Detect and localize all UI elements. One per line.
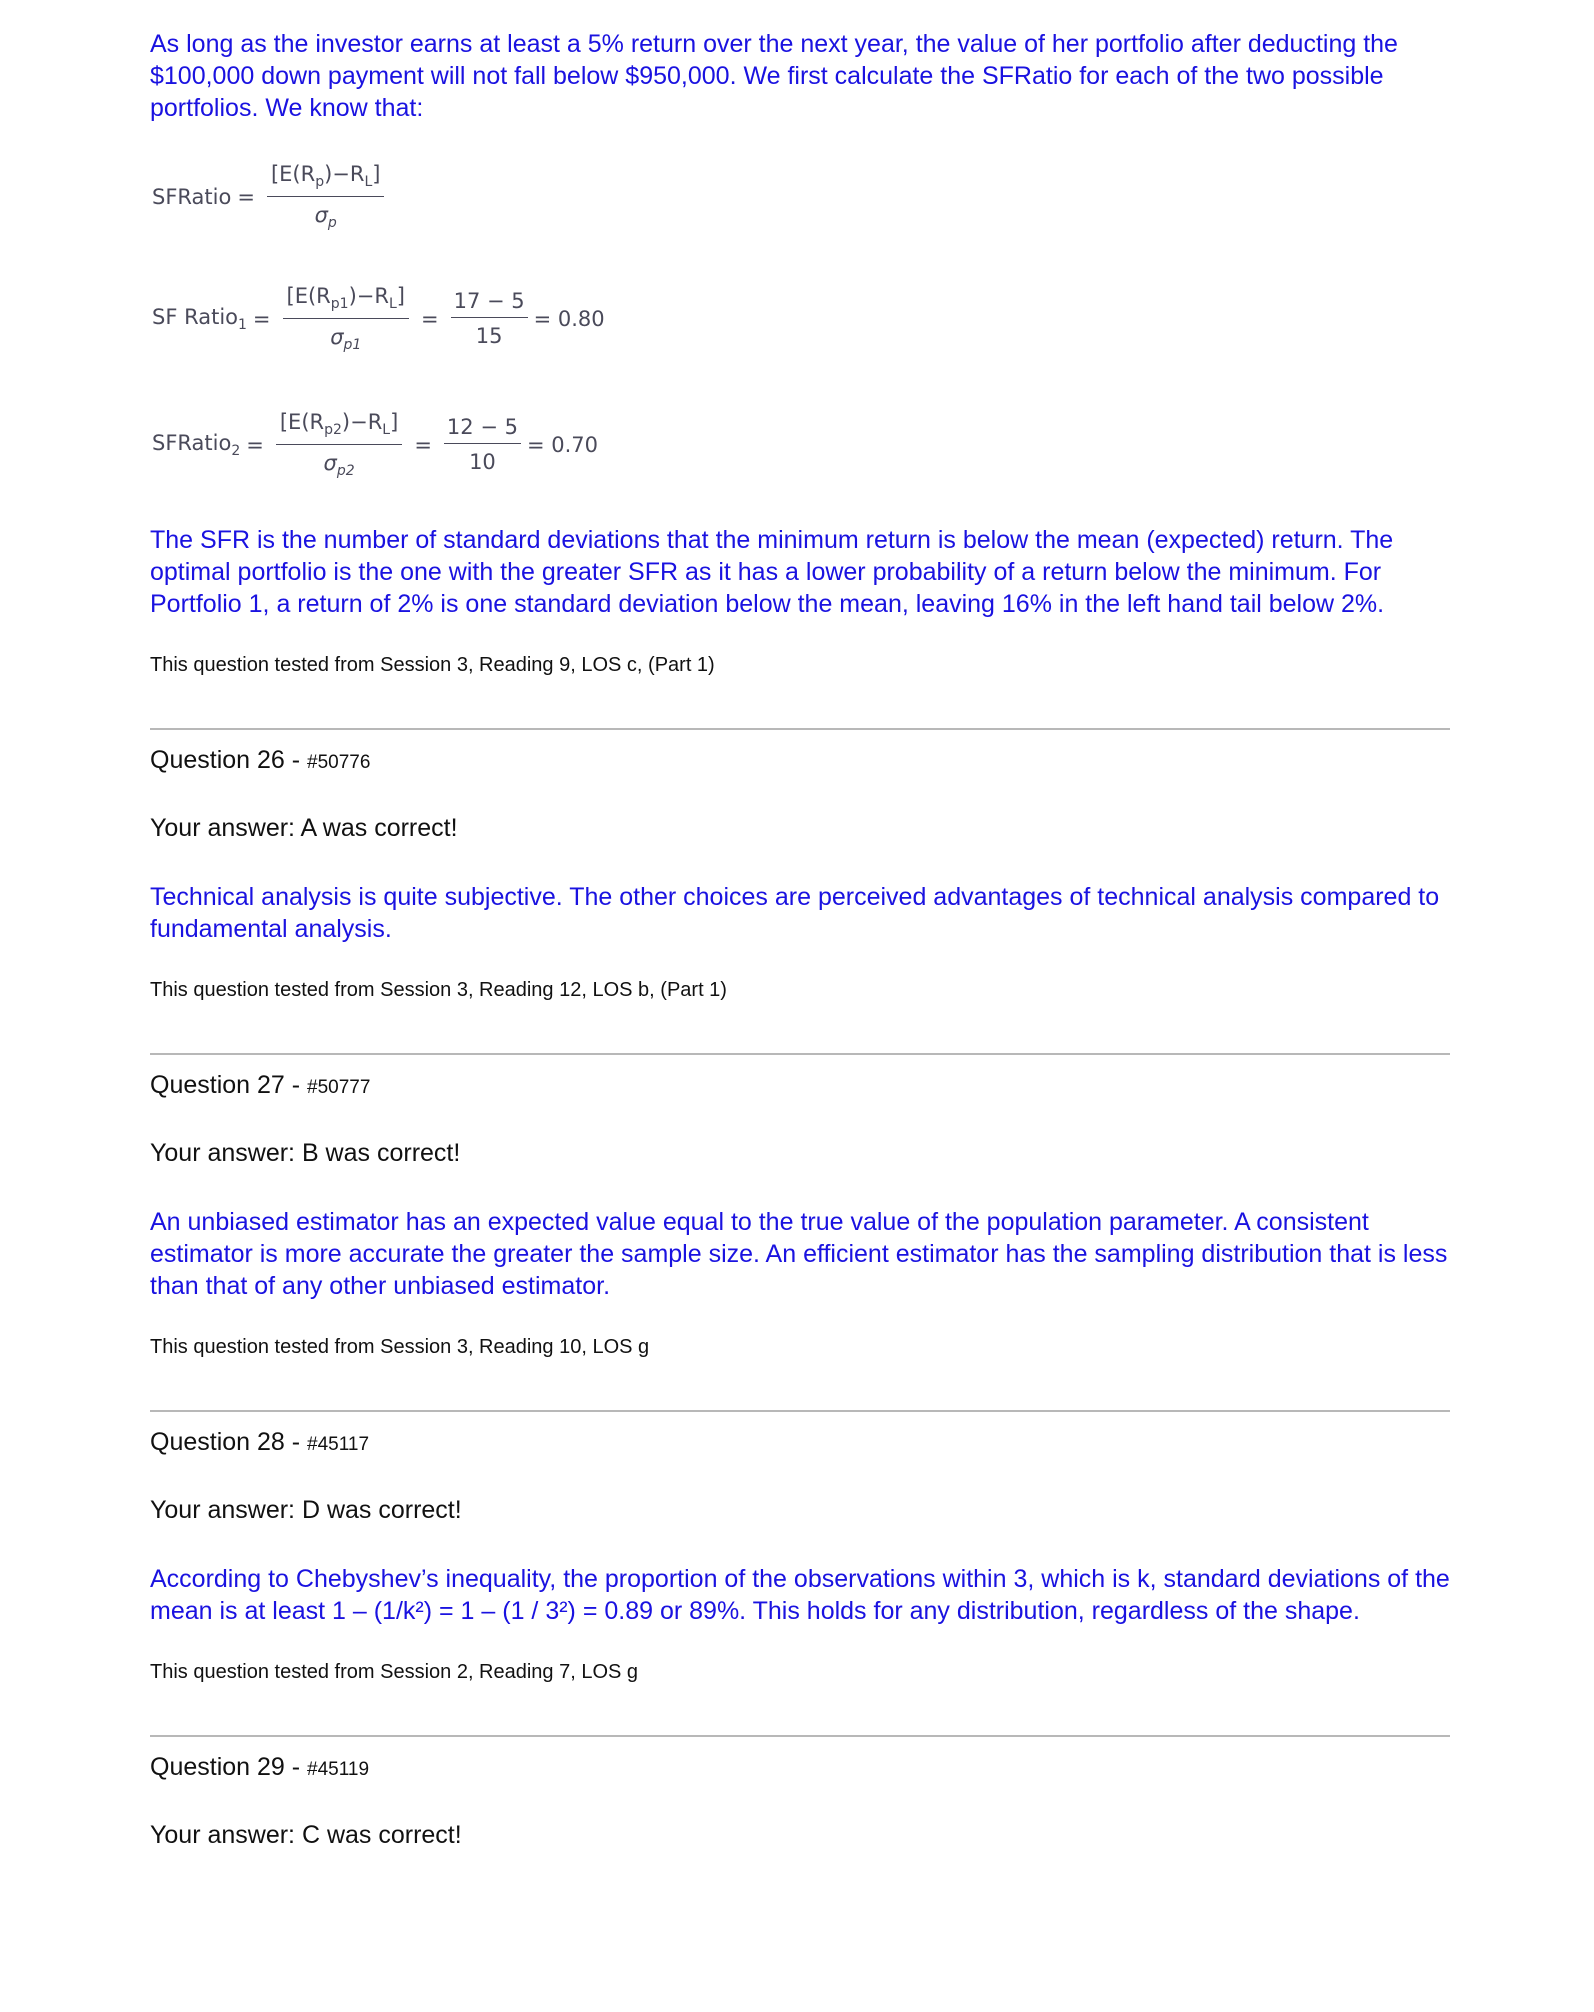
question-id: #50776	[307, 752, 371, 773]
formula-portfolio-1: SF Ratio$_1$ = $\frac{[E(R_{p1})-R_L]}{\sigma_{p1}}$ = $\frac{17 - 5}{15}$ = 0.80	[152, 284, 605, 353]
document-content	[150, 28, 1450, 1851]
tested-from: This question tested from Session 3, Reading 12, LOS b, (Part 1)	[150, 979, 727, 1001]
question-heading: Question 29 - #45119	[150, 1753, 370, 1781]
question-27	[150, 1069, 1450, 1360]
question-id: #50777	[307, 1077, 371, 1098]
answer-result: Your answer: C was correct!	[150, 1821, 462, 1849]
formula-lhs: SF Ratio$_1$	[152, 304, 247, 333]
answer-explanation: According to Chebyshev’s inequality, the proportion of the observations within 3, which is k, standard deviations of the mean is at least 1 – (1/k²) = 1 – (1 / 3²) = 0.89 or 89%. This holds for any distribution, regardless of the shape.	[150, 1565, 1450, 1625]
formula-result: = 0.80	[533, 306, 605, 331]
section-divider	[150, 1053, 1450, 1055]
question-id: #45117	[307, 1434, 370, 1455]
question-heading: Question 28 - #45117	[150, 1428, 370, 1456]
answer-result: Your answer: A was correct!	[150, 814, 458, 842]
sfratio-formulas	[150, 124, 1450, 524]
question-id: #45119	[307, 1759, 370, 1780]
formula-lhs: SFRatio$_2$	[152, 430, 241, 459]
question-heading: Question 27 - #50777	[150, 1071, 371, 1099]
question-28	[150, 1426, 1450, 1685]
formula-fraction: $\frac{[E(R_p)-R_L]}{\sigma_p}$	[267, 162, 385, 231]
formula-fraction: $\frac{[E(R_{p1})-R_L]}{\sigma_{p1}}$	[283, 284, 409, 353]
section-divider	[150, 1410, 1450, 1412]
formula-value-fraction: $\frac{12 - 5}{10}$	[444, 415, 521, 474]
tested-from: This question tested from Session 2, Reading 7, LOS g	[150, 1661, 639, 1683]
tested-from: This question tested from Session 3, Reading 9, LOS c, (Part 1)	[150, 654, 715, 676]
sfr-explanation: The SFR is the number of standard deviations that the minimum return is below the mean (expected) return. The optimal portfolio is the one with the greater SFR as it has a lower probability of a return below the minimum. For Portfolio 1, a return of 2% is one standard deviation below the mean, leaving 16% in the left hand tail below 2%.	[150, 526, 1394, 618]
intro-paragraph: As long as the investor earns at least a 5% return over the next year, the value of her portfolio after deducting the $100,000 down payment will not fall below $950,000. We first calculate the SFRatio for each of the two possible portfolios. We know that:	[150, 30, 1398, 122]
formula-fraction: $\frac{[E(R_{p2})-R_L]}{\sigma_{p2}}$	[276, 410, 402, 479]
formula-general: SFRatio = $\frac{[E(R_p)-R_L]}{\sigma_p}$	[152, 162, 390, 231]
tested-from: This question tested from Session 3, Reading 10, LOS g	[150, 1336, 650, 1358]
section-divider	[150, 728, 1450, 730]
question-29	[150, 1751, 1450, 1851]
answer-result: Your answer: D was correct!	[150, 1496, 462, 1524]
question-heading: Question 26 - #50776	[150, 746, 371, 774]
section-divider	[150, 1735, 1450, 1737]
question-26	[150, 744, 1450, 1003]
answer-result: Your answer: B was correct!	[150, 1139, 461, 1167]
formula-value-fraction: $\frac{17 - 5}{15}$	[451, 289, 528, 348]
formula-portfolio-2: SFRatio$_2$ = $\frac{[E(R_{p2})-R_L]}{\sigma_{p2}}$ = $\frac{12 - 5}{10}$ = 0.70	[152, 410, 598, 479]
formula-result: = 0.70	[526, 432, 598, 457]
answer-explanation: Technical analysis is quite subjective. The other choices are perceived advantages of technical analysis compared to fundamental analysis.	[150, 883, 1440, 943]
formula-lhs: SFRatio	[152, 184, 232, 209]
answer-explanation: An unbiased estimator has an expected value equal to the true value of the population parameter. A consistent estimator is more accurate the greater the sample size. An efficient estimator has the sampling distribution that is less than that of any other unbiased estimator.	[150, 1208, 1448, 1300]
